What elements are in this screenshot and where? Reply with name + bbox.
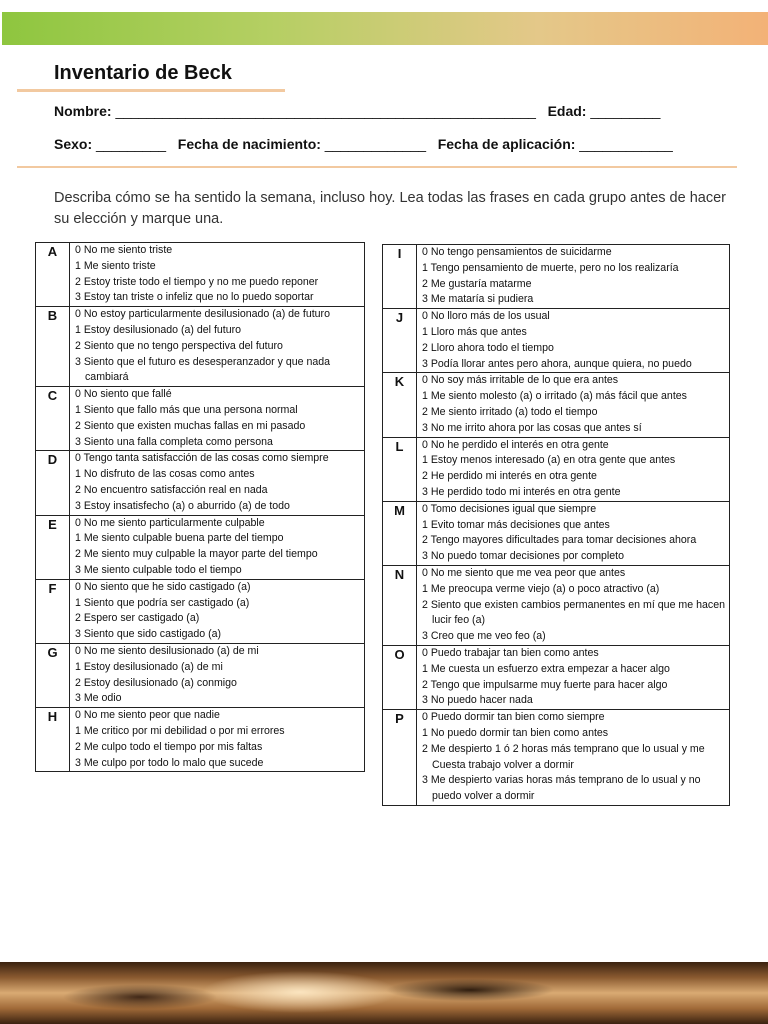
- group-options: [70, 307, 365, 387]
- option-item[interactable]: 3 Siento que sido castigado (a): [75, 628, 222, 641]
- option-item[interactable]: 2 He perdido mi interés en otra gente: [422, 470, 597, 483]
- option-item[interactable]: 2 Tengo que impulsarme muy fuerte para hacer algo: [422, 678, 668, 691]
- option-item[interactable]: 1 Me cuesta un esfuerzo extra empezar a hacer algo: [422, 662, 670, 675]
- option-item[interactable]: 3 Estoy tan triste o infeliz que no lo puedo soportar: [75, 291, 314, 304]
- group-letter: I: [383, 245, 417, 309]
- option-item[interactable]: 1 Me siento culpable buena parte del tiempo: [75, 532, 284, 545]
- group-row: [36, 243, 365, 307]
- group-row: [383, 565, 730, 645]
- option-item[interactable]: 1 Tengo pensamiento de muerte, pero no los realizaría: [422, 261, 679, 274]
- option-item[interactable]: 2 Tengo mayores dificultades para tomar decisiones ahora: [422, 534, 697, 547]
- group-row: [36, 643, 365, 707]
- fecha-nacimiento-label: Fecha de nacimiento:: [177, 136, 321, 152]
- group-options: [70, 643, 365, 707]
- bottom-banner-image: [0, 962, 768, 1024]
- option-item[interactable]: 1 Estoy menos interesado (a) en otra gente que antes: [422, 454, 676, 467]
- option-item[interactable]: 3 Creo que me veo feo (a): [422, 630, 546, 643]
- sexo-field[interactable]: _________: [92, 136, 167, 152]
- option-item[interactable]: 0 No siento que fallé: [75, 388, 172, 401]
- group-letter: J: [383, 309, 417, 373]
- group-options: [417, 245, 730, 309]
- group-options: [70, 515, 365, 579]
- title-divider: [17, 89, 285, 92]
- form-row-nombre-edad: [54, 103, 660, 119]
- option-item[interactable]: 3 No puedo hacer nada: [422, 694, 533, 707]
- option-item[interactable]: 0 No me siento particularmente culpable: [75, 516, 265, 529]
- option-item[interactable]: 1 Me critico por mi debilidad o por mi errores: [75, 724, 285, 737]
- group-letter: O: [383, 645, 417, 709]
- option-item[interactable]: 0 No he perdido el interés en otra gente: [422, 438, 609, 451]
- option-item[interactable]: 1 Estoy desilusionado (a) del futuro: [75, 323, 242, 336]
- instructions-text: Describa cómo se ha sentido la semana, incluso hoy. Lea todas las frases en cada grupo antes de hacer su elección y marque una.: [54, 190, 726, 227]
- top-banner: [2, 12, 768, 45]
- option-item[interactable]: 0 Puedo dormir tan bien como siempre: [422, 711, 605, 724]
- group-letter: F: [36, 579, 70, 643]
- option-item[interactable]: 1 Siento que podría ser castigado (a): [75, 596, 250, 609]
- option-item[interactable]: 3 Me mataría si pudiera: [422, 293, 534, 306]
- option-item[interactable]: 2 Estoy desilusionado (a) conmigo: [75, 676, 237, 689]
- option-item[interactable]: 0 No estoy particularmente desilusionado (a) de futuro: [75, 308, 330, 321]
- option-item[interactable]: 2 Me culpo todo el tiempo por mis faltas: [75, 740, 263, 753]
- group-row: [383, 645, 730, 709]
- group-options: [70, 451, 365, 515]
- group-row: [383, 245, 730, 309]
- option-item[interactable]: 1 Me preocupa verme viejo (a) o poco atractivo (a): [422, 582, 660, 595]
- group-row: [383, 437, 730, 501]
- option-item[interactable]: 0 No me siento triste: [75, 244, 173, 256]
- option-item[interactable]: 2 Lloro ahora todo el tiempo: [422, 341, 554, 354]
- option-item[interactable]: 2 Siento que existen cambios permanentes en mí que me hacen lucir feo (a): [422, 598, 725, 627]
- group-options: [417, 373, 730, 437]
- form-row-sexo-fechas: [54, 136, 673, 152]
- group-options: [417, 501, 730, 565]
- option-item[interactable]: 3 No puedo tomar decisiones por completo: [422, 550, 624, 563]
- nombre-field[interactable]: ______________________________________________________: [111, 103, 536, 119]
- group-letter: P: [383, 710, 417, 806]
- option-item[interactable]: 0 No me siento peor que nadie: [75, 709, 220, 722]
- group-options: [70, 708, 365, 772]
- inventory-table-left: [35, 242, 365, 772]
- option-item[interactable]: 3 Siento que el futuro es desesperanzador y que nada cambiará: [75, 355, 331, 384]
- option-item[interactable]: 0 Tomo decisiones igual que siempre: [422, 502, 597, 515]
- group-row: [36, 387, 365, 451]
- option-item[interactable]: 2 Siento que no tengo perspectiva del futuro: [75, 339, 283, 352]
- group-options: [70, 387, 365, 451]
- option-item[interactable]: 3 Me siento culpable todo el tiempo: [75, 563, 242, 576]
- group-letter: K: [383, 373, 417, 437]
- option-item[interactable]: 1 Me siento triste: [75, 259, 156, 272]
- group-letter: H: [36, 708, 70, 772]
- group-letter: N: [383, 565, 417, 645]
- option-item[interactable]: 1 No puedo dormir tan bien como antes: [422, 726, 609, 739]
- group-options: [417, 437, 730, 501]
- option-item[interactable]: 0 No tengo pensamientos de suicidarme: [422, 246, 612, 258]
- group-options: [417, 710, 730, 806]
- option-item[interactable]: 3 Podía llorar antes pero ahora, aunque quiera, no puedo: [422, 357, 692, 370]
- page-title: Inventario de Beck: [54, 62, 232, 84]
- option-item[interactable]: 2 No encuentro satisfacción real en nada: [75, 483, 268, 496]
- option-item[interactable]: 2 Me siento irritado (a) todo el tiempo: [422, 405, 598, 418]
- group-row: [36, 307, 365, 387]
- option-item[interactable]: 3 Me odio: [75, 692, 122, 705]
- group-letter: M: [383, 501, 417, 565]
- group-row: [383, 710, 730, 806]
- option-item[interactable]: 3 Me despierto varias horas más temprano de lo usual y no puedo volver a dormir: [422, 774, 701, 803]
- group-options: [417, 645, 730, 709]
- option-item[interactable]: 2 Me siento muy culpable la mayor parte del tiempo: [75, 548, 318, 561]
- group-letter: D: [36, 451, 70, 515]
- group-letter: C: [36, 387, 70, 451]
- group-options: [417, 565, 730, 645]
- fecha-nacimiento-field[interactable]: _____________: [320, 136, 427, 152]
- option-item[interactable]: 3 Estoy insatisfecho (a) o aburrido (a) de todo: [75, 499, 290, 512]
- option-item[interactable]: 1 Evito tomar más decisiones que antes: [422, 518, 610, 531]
- group-row: [36, 515, 365, 579]
- group-letter: B: [36, 307, 70, 387]
- option-item[interactable]: 0 Puedo trabajar tan bien como antes: [422, 646, 599, 659]
- option-item[interactable]: 1 Siento que fallo más que una persona normal: [75, 403, 298, 416]
- option-item[interactable]: 1 Me siento molesto (a) o irritado (a) más fácil que antes: [422, 390, 687, 403]
- option-item[interactable]: 1 Estoy desilusionado (a) de mi: [75, 660, 223, 673]
- option-item[interactable]: 2 Me gustaría matarme: [422, 277, 532, 290]
- group-options: [417, 309, 730, 373]
- option-item[interactable]: 2 Me despierto 1 ó 2 horas más temprano que lo usual y me Cuesta trabajo volver a dormir: [422, 742, 705, 771]
- group-row: [36, 579, 365, 643]
- group-letter: E: [36, 515, 70, 579]
- group-options: [70, 243, 365, 307]
- group-row: [383, 309, 730, 373]
- option-item[interactable]: 2 Siento que existen muchas fallas en mi pasado: [75, 419, 306, 432]
- edad-label: Edad:: [547, 103, 587, 119]
- option-item[interactable]: 3 He perdido todo mi interés en otra gente: [422, 485, 621, 498]
- group-row: [36, 708, 365, 772]
- option-item[interactable]: 0 No lloro más de los usual: [422, 310, 550, 323]
- option-item[interactable]: 0 No soy más irritable de lo que era antes: [422, 374, 619, 387]
- group-options: [70, 579, 365, 643]
- group-letter: L: [383, 437, 417, 501]
- header-divider: [17, 166, 737, 168]
- group-row: [36, 451, 365, 515]
- nombre-label: Nombre:: [54, 103, 112, 119]
- option-item[interactable]: 0 Tengo tanta satisfacción de las cosas como siempre: [75, 452, 329, 465]
- group-letter: G: [36, 643, 70, 707]
- option-item[interactable]: 1 Lloro más que antes: [422, 325, 527, 338]
- option-item[interactable]: 2 Estoy triste todo el tiempo y no me puedo reponer: [75, 275, 319, 288]
- option-item[interactable]: 0 No siento que he sido castigado (a): [75, 580, 251, 593]
- edad-field[interactable]: _________: [586, 103, 661, 119]
- group-row: [383, 501, 730, 565]
- option-item[interactable]: 1 No disfruto de las cosas como antes: [75, 468, 255, 481]
- fecha-aplicacion-label: Fecha de aplicación:: [437, 136, 576, 152]
- fecha-aplicacion-field[interactable]: ____________: [575, 136, 673, 152]
- group-row: [383, 373, 730, 437]
- option-item[interactable]: 0 No me siento que me vea peor que antes: [422, 566, 626, 579]
- option-item[interactable]: 3 Me culpo por todo lo malo que sucede: [75, 756, 264, 769]
- sexo-label: Sexo:: [54, 136, 93, 152]
- option-item[interactable]: 3 Siento una falla completa como persona: [75, 435, 273, 448]
- option-item[interactable]: 0 No me siento desilusionado (a) de mi: [75, 644, 259, 657]
- inventory-table-right: [382, 244, 730, 806]
- option-item[interactable]: 2 Espero ser castigado (a): [75, 612, 200, 625]
- option-item[interactable]: 3 No me irrito ahora por las cosas que antes sí: [422, 421, 642, 434]
- group-letter: A: [36, 243, 70, 307]
